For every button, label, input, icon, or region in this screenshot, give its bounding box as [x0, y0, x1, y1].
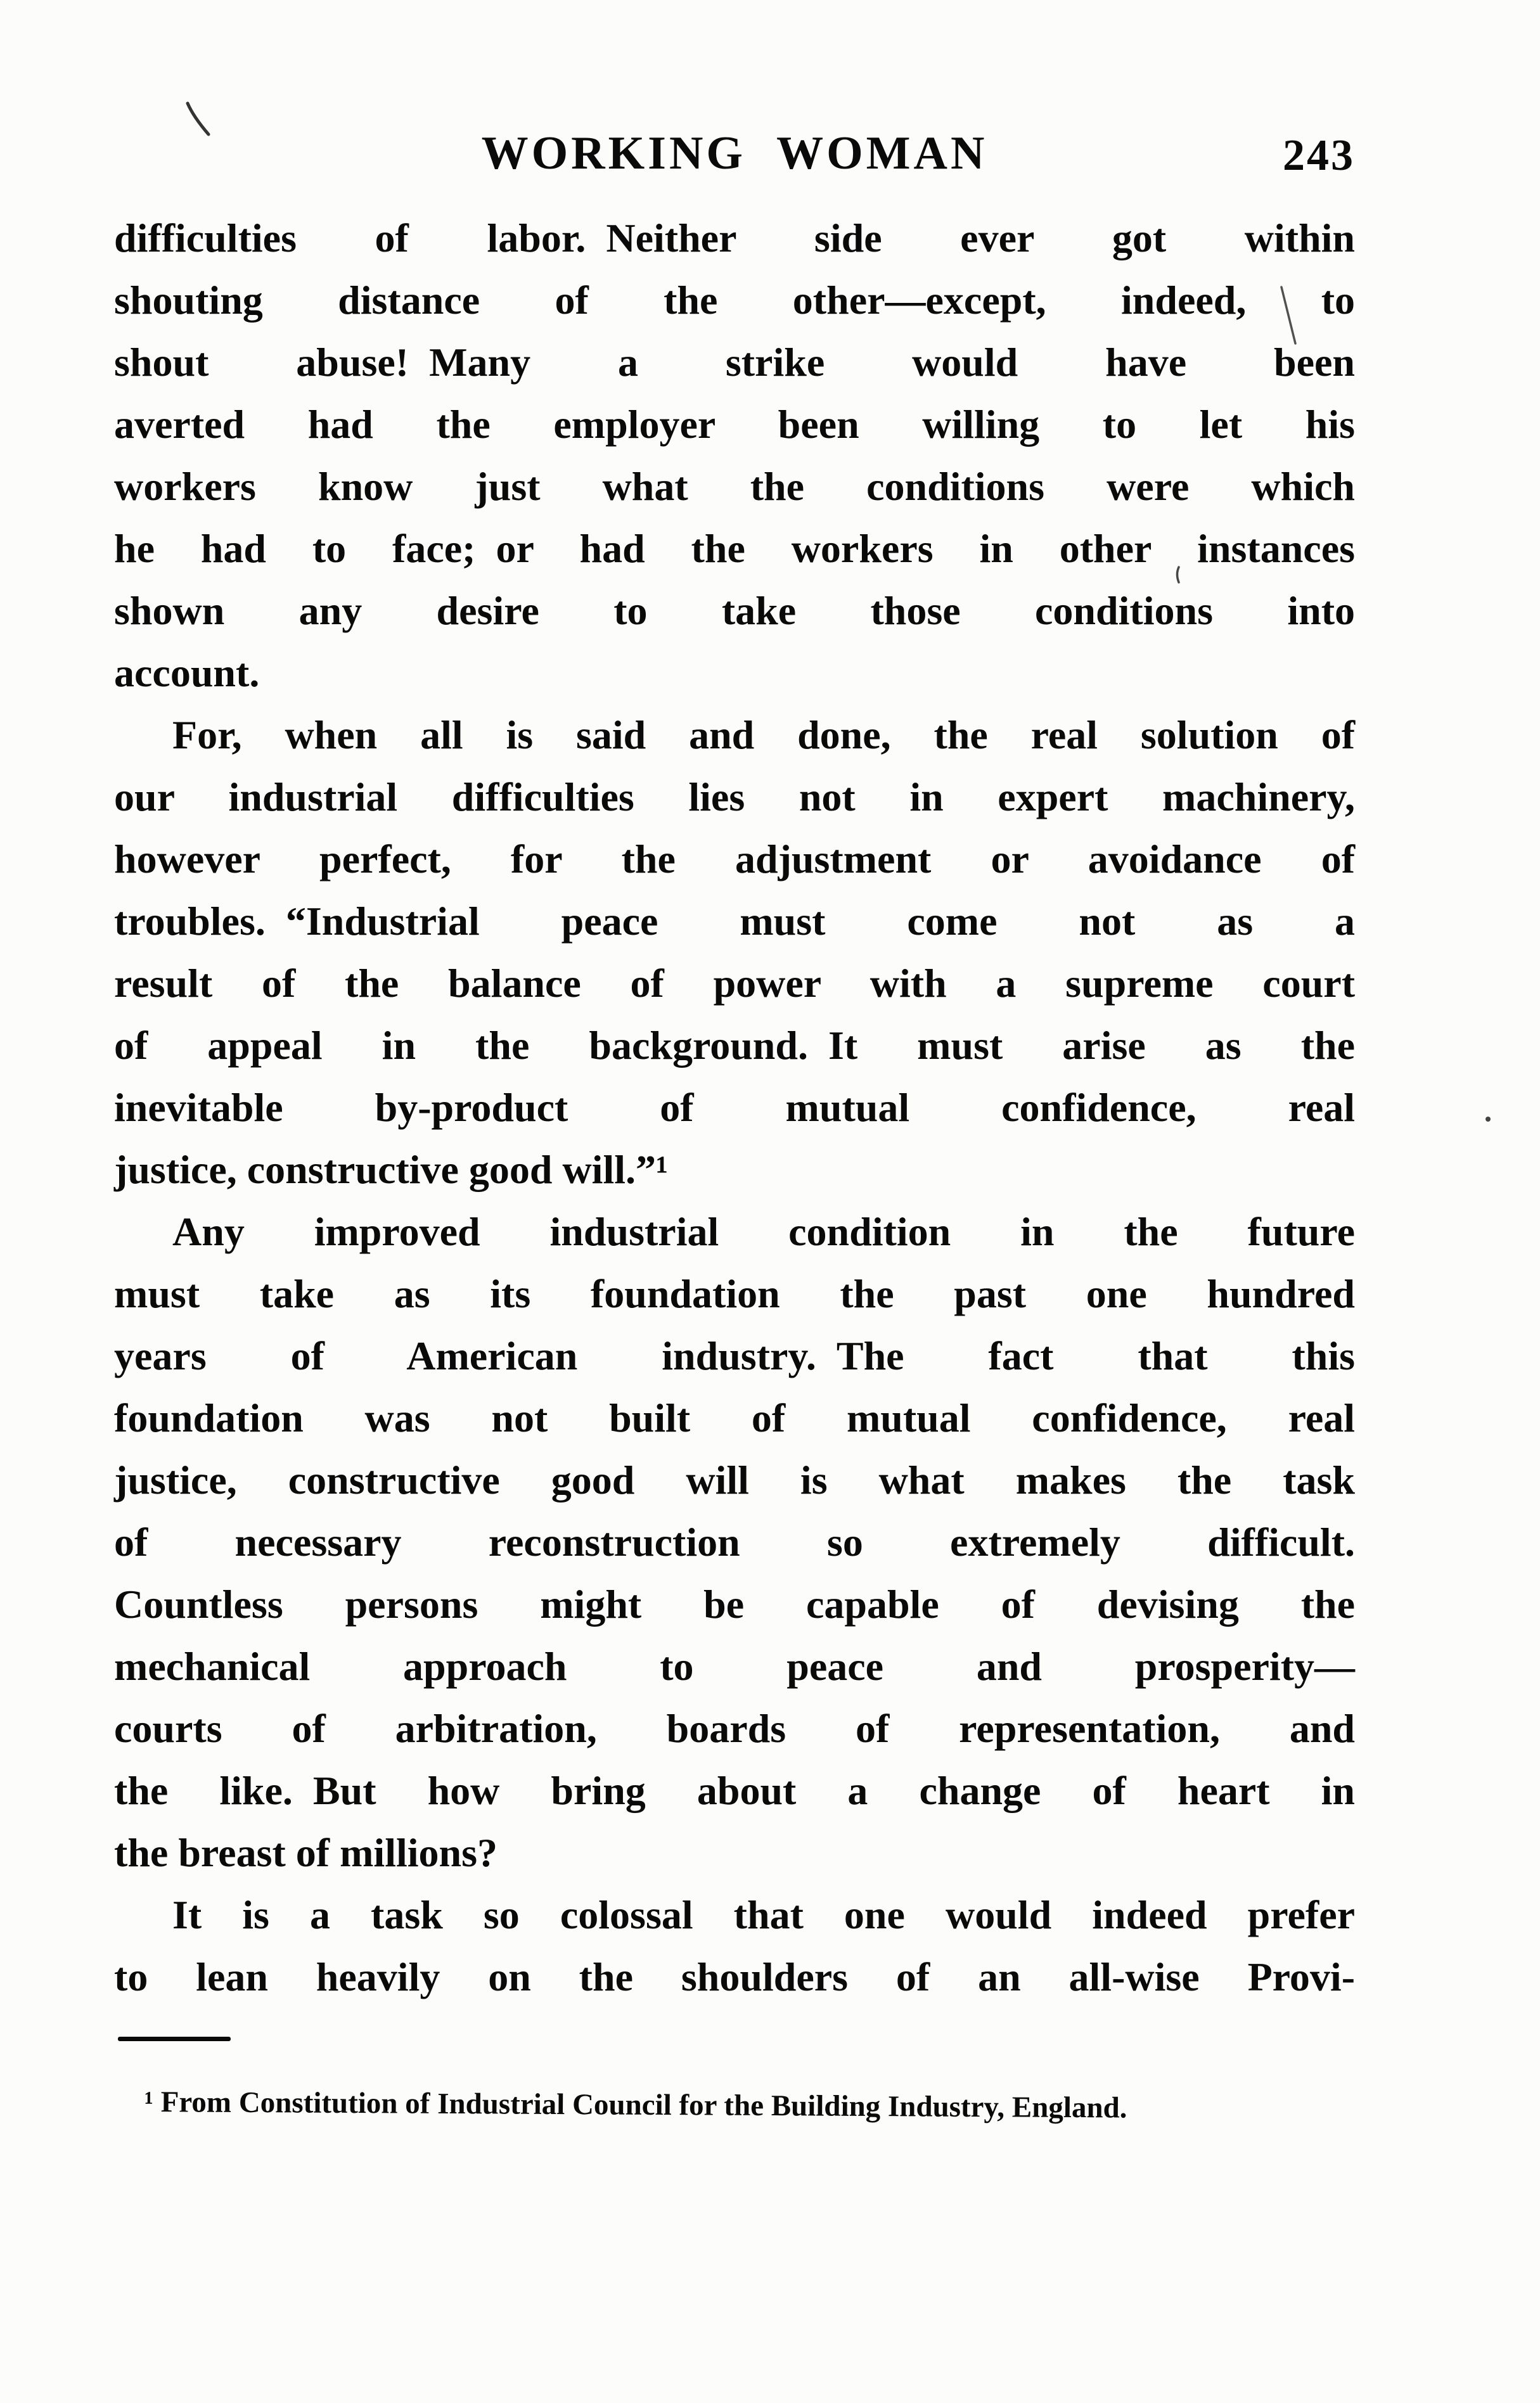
text-line: shown any desire to take those conditions into	[114, 588, 1355, 633]
text-line: of necessary reconstruction so extremely difficult.	[114, 1520, 1355, 1565]
text-line: Countless persons might be capable of devising the	[114, 1582, 1355, 1627]
text-line: For, when all is said and done, the real solution of	[172, 712, 1355, 757]
text-line: averted had the employer been willing to let his	[114, 402, 1355, 447]
text-line: must take as its foundation the past one hundred	[114, 1271, 1355, 1316]
text-line: the breast of millions?	[114, 1830, 498, 1875]
text-line: the like. But how bring about a change of heart in	[114, 1768, 1355, 1813]
text-line: justice, constructive good will is what makes the task	[114, 1458, 1355, 1503]
footnote-text: ¹ From Constitution of Industrial Council for the Building Industry, England.	[144, 2086, 1127, 2125]
page-number: 243	[1283, 131, 1355, 180]
text-line: he had to face; or had the workers in other instances	[114, 526, 1355, 571]
ink-speck-right-margin	[1485, 1117, 1491, 1122]
text-line: workers know just what the conditions were which	[114, 464, 1355, 509]
text-line: mechanical approach to peace and prosperity—	[114, 1644, 1355, 1689]
text-line: result of the balance of power with a supreme court	[114, 961, 1355, 1006]
text-line: shout abuse! Many a strike would have been	[114, 340, 1355, 385]
text-line: our industrial difficulties lies not in expert machinery,	[114, 774, 1355, 819]
text-line: of appeal in the background. It must arise as the	[114, 1023, 1355, 1068]
text-line: inevitable by-product of mutual confidence, real	[114, 1085, 1355, 1130]
text-line: foundation was not built of mutual confidence, real	[114, 1395, 1355, 1440]
text-line: to lean heavily on the shoulders of an all-wise Provi-	[114, 1954, 1355, 1999]
text-line: account.	[114, 650, 260, 695]
text-line: troubles. “Industrial peace must come not as a	[114, 899, 1355, 944]
text-line: however perfect, for the adjustment or avoidance of	[114, 836, 1355, 881]
running-head-title: WORKING WOMAN	[481, 127, 988, 179]
text-line: It is a task so colossal that one would indeed prefer	[172, 1892, 1355, 1937]
text-line: courts of arbitration, boards of representation, and	[114, 1706, 1355, 1751]
text-line: Any improved industrial condition in the future	[172, 1209, 1355, 1254]
text-line: justice, constructive good will.”¹	[114, 1147, 669, 1192]
text-line: difficulties of labor. Neither side ever got within	[114, 215, 1355, 260]
text-line: shouting distance of the other—except, indeed, to	[114, 278, 1355, 323]
body-text-column	[114, 207, 1355, 2008]
footnote-rule	[118, 2037, 231, 2041]
text-line: years of American industry. The fact that this	[114, 1333, 1355, 1378]
